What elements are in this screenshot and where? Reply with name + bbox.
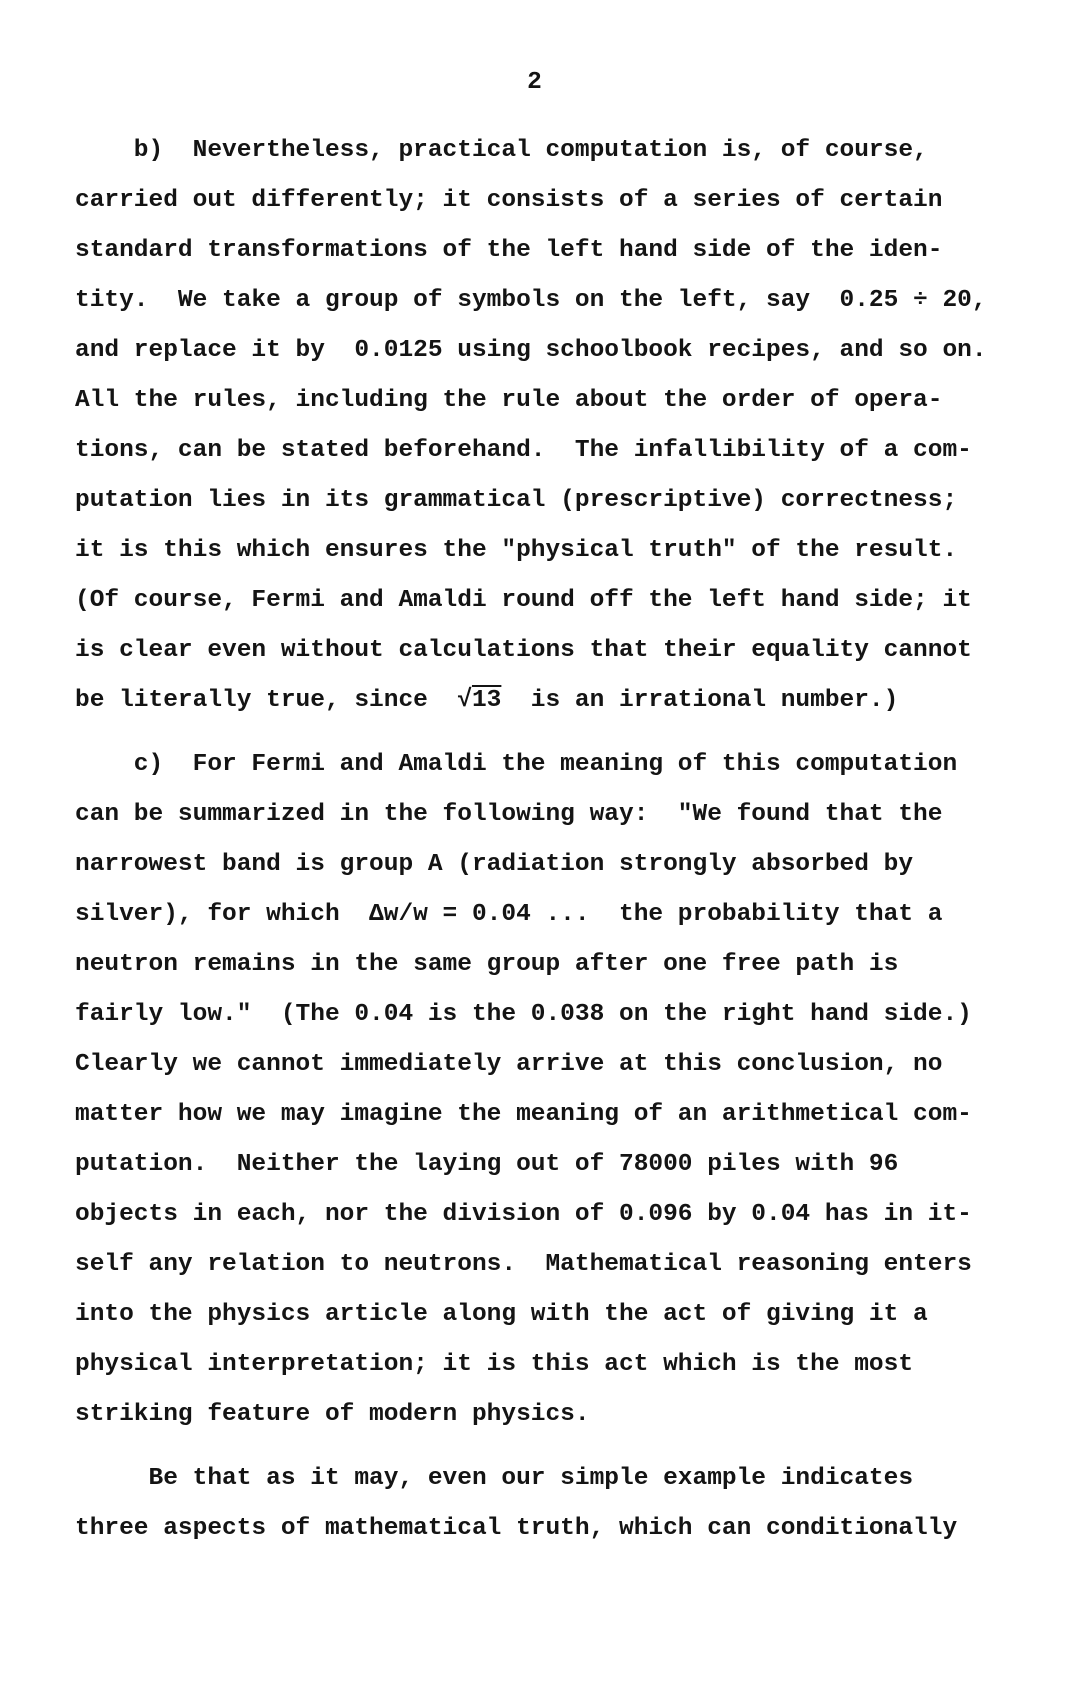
text-line: self any relation to neutrons. Mathematical reasoning enters — [75, 1251, 972, 1278]
text-line: into the physics article along with the act of giving it a — [75, 1301, 928, 1328]
text-line: b) Nevertheless, practical computation is, of course, — [75, 137, 928, 164]
text-line: it is this which ensures the "physical truth" of the result. — [75, 537, 958, 564]
text-line: Clearly we cannot immediately arrive at this conclusion, no — [75, 1051, 943, 1078]
text-line: silver), for which Δw/w = 0.04 ... the probability that a — [75, 901, 943, 928]
text-line: All the rules, including the rule about the order of opera- — [75, 387, 943, 414]
text-line: three aspects of mathematical truth, which can conditionally — [75, 1515, 958, 1542]
page-body — [75, 126, 1029, 1554]
text-line: can be summarized in the following way: "We found that the — [75, 801, 943, 828]
text-line: and replace it by 0.0125 using schoolbook recipes, and so on. — [75, 337, 987, 364]
text-line: tity. We take a group of symbols on the left, say 0.25 ÷ 20, — [75, 287, 987, 314]
text-line: putation. Neither the laying out of 78000 piles with 96 — [75, 1151, 899, 1178]
text-line: objects in each, nor the division of 0.096 by 0.04 has in it- — [75, 1201, 972, 1228]
text-line: carried out differently; it consists of a series of certain — [75, 187, 943, 214]
text-line: fairly low." (The 0.04 is the 0.038 on the right hand side.) — [75, 1001, 972, 1028]
text-line: neutron remains in the same group after one free path is — [75, 951, 899, 978]
text-line: putation lies in its grammatical (prescriptive) correctness; — [75, 487, 958, 514]
sqrt-line-prefix: be literally true, since √ — [75, 687, 472, 714]
text-line: (Of course, Fermi and Amaldi round off the left hand side; it — [75, 587, 972, 614]
text-line: narrowest band is group A (radiation strongly absorbed by — [75, 851, 914, 878]
text-line: Be that as it may, even our simple example indicates — [75, 1465, 914, 1492]
text-line-sqrt — [75, 676, 1029, 726]
sqrt-13-radicand: 13 — [471, 687, 502, 714]
text-line: matter how we may imagine the meaning of an arithmetical com- — [75, 1101, 972, 1128]
page-number: 2 — [527, 69, 542, 96]
text-line: c) For Fermi and Amaldi the meaning of this computation — [75, 751, 958, 778]
text-line: standard transformations of the left hand side of the iden- — [75, 237, 943, 264]
paragraph-b — [75, 126, 1029, 726]
paragraph-c — [75, 740, 1029, 1440]
text-line: is clear even without calculations that their equality cannot — [75, 637, 972, 664]
paragraph-closing — [75, 1454, 1029, 1554]
sqrt-line-suffix: is an irrational number.) — [501, 687, 899, 714]
text-line: striking feature of modern physics. — [75, 1401, 590, 1428]
text-line: physical interpretation; it is this act which is the most — [75, 1351, 914, 1378]
text-line: tions, can be stated beforehand. The infallibility of a com- — [75, 437, 972, 464]
